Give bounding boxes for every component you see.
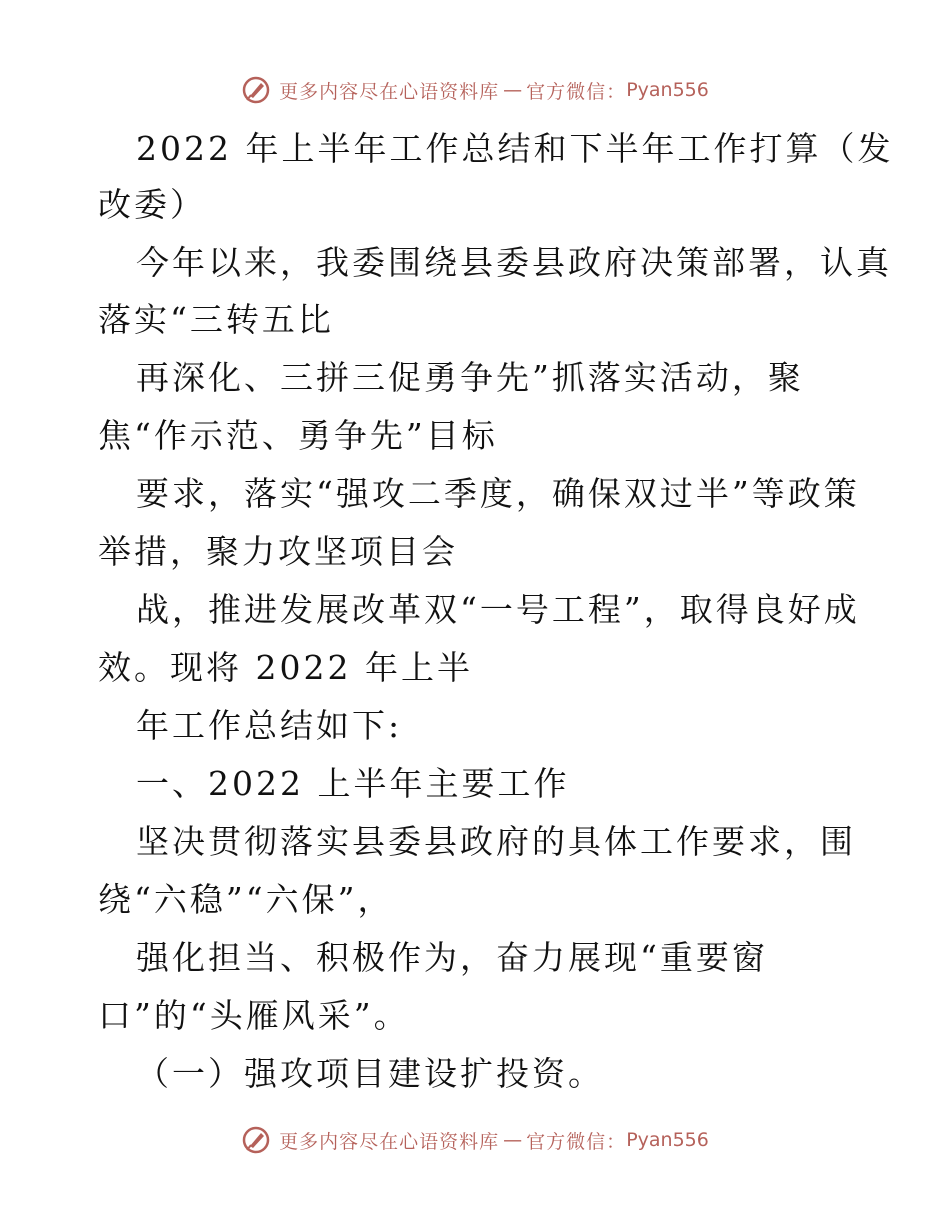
doc-paragraph-line: 落实“三转五比 bbox=[98, 300, 334, 339]
watermark-separator: — bbox=[503, 1129, 523, 1151]
watermark-label: 官方微信： bbox=[526, 80, 627, 103]
watermark-text: 更多内容尽在心语资料库 bbox=[279, 80, 500, 103]
doc-title-line-1: 2022 年上半年工作总结和下半年工作打算（发 bbox=[136, 129, 894, 168]
quill-logo-icon bbox=[241, 1125, 271, 1155]
doc-paragraph-line: 焦“作示范、勇争先”目标 bbox=[98, 416, 498, 455]
doc-paragraph-line: 战，推进发展改革双“一号工程”，取得良好成 bbox=[136, 590, 860, 629]
doc-paragraph-line: 年工作总结如下: bbox=[136, 706, 403, 745]
doc-paragraph-line: 举措，聚力攻坚项目会 bbox=[98, 532, 458, 571]
doc-subsection-heading: （一）强攻项目建设扩投资。 bbox=[136, 1054, 604, 1093]
doc-paragraph-line: 要求，落实“强攻二季度，确保双过半”等政策 bbox=[136, 474, 860, 513]
doc-paragraph-line: 再深化、三拼三促勇争先”抓落实活动，聚 bbox=[136, 358, 804, 397]
watermark-text: 更多内容尽在心语资料库 bbox=[279, 1130, 500, 1153]
doc-paragraph-line: 绕“六稳”“六保”， bbox=[98, 880, 394, 919]
doc-section-heading: 一、2022 上半年主要工作 bbox=[136, 764, 570, 803]
doc-paragraph-line: 坚决贯彻落实县委县政府的具体工作要求，围 bbox=[136, 822, 856, 861]
watermark-label: 官方微信： bbox=[526, 1130, 627, 1153]
doc-title-line-2: 改委） bbox=[98, 185, 206, 224]
quill-logo-icon bbox=[241, 75, 271, 105]
doc-paragraph-line: 今年以来，我委围绕县委县政府决策部署，认真 bbox=[136, 243, 892, 282]
doc-paragraph-line: 效。现将 2022 年上半 bbox=[98, 648, 473, 687]
watermark-separator: — bbox=[503, 79, 523, 101]
doc-paragraph-line: 口”的“头雁风采”。 bbox=[98, 996, 410, 1035]
watermark-wechat-id: Pyan556 bbox=[626, 79, 709, 101]
watermark-header bbox=[0, 70, 950, 110]
doc-paragraph-line: 强化担当、积极作为，奋力展现“重要窗 bbox=[136, 938, 768, 977]
watermark-footer bbox=[0, 1120, 950, 1160]
watermark-wechat-id: Pyan556 bbox=[626, 1129, 709, 1151]
